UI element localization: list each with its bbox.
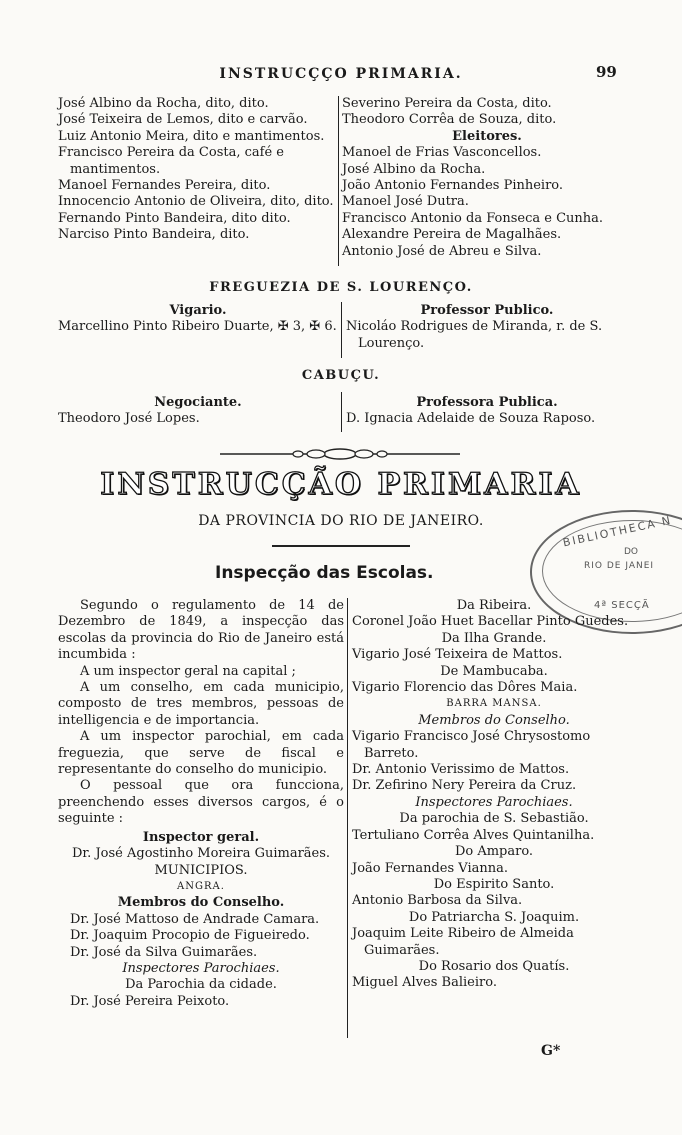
list-item: Antonio José de Abreu e Silva. [342,243,542,259]
stamp-text: 4ª SECÇÃ [594,600,650,611]
list-item: José Teixeira de Lemos, dito e carvão. [58,112,308,128]
inspector-geral-label: Inspector geral. [142,829,260,845]
list-item: Joaquim Leite Ribeiro de Almeida Guimarães. [352,926,574,958]
list-item: José Albino da Rocha, dito, dito. [58,96,269,111]
professor-block [346,303,628,352]
mambucaba-heading: De Mambucaba. [440,663,548,679]
paragraph: Segundo o regulamento de 14 de Dezembro de 1849, a inspecção das escolas da provincia do Rio de Janeiro está incumbida : [58,598,344,663]
list-item: José Albino da Rocha. [342,161,486,177]
column-divider [338,96,339,266]
negociante-block [58,395,338,428]
list-item: Severino Pereira da Costa, dito. [342,96,552,111]
stamp-text: RIO DE JANEI [584,561,655,571]
top-right-column [342,96,632,260]
list-item: Theodoro Corrêa de Souza, dito. [342,112,557,128]
list-item: Fernando Pinto Bandeira, dito dito. [58,210,291,226]
list-item: Coronel João Huet Bacellar Pinto Guedes. [352,614,629,630]
joaquim-heading: Do Patriarcha S. Joaquim. [408,909,580,925]
list-item: Dr. José Mattoso de Andrade Camara. [70,911,320,927]
list-item: Vigario Florencio das Dôres Maia. [352,680,578,696]
list-item: Francisco Antonio da Fonseca e Cunha. [342,210,604,226]
professor-name: Nicoláo Rodrigues de Miranda, r. de S. Lourenço. [346,319,603,351]
stamp-text: DO [624,547,639,557]
list-item: Dr. Joaquim Procopio de Figueiredo. [70,928,310,944]
angra-heading: ANGRA. [177,880,225,892]
professora-block [346,395,628,428]
inspector-geral-name: Dr. José Agostinho Moreira Guimarães. [71,846,331,862]
ilha-grande-heading: Da Ilha Grande. [441,630,547,646]
list-item: Manoel Fernandes Pereira, dito. [58,178,271,194]
list-item: Tertuliano Corrêa Alves Quintanilha. [352,827,595,843]
list-item: Vigario José Teixeira de Mattos. [352,647,563,663]
professora-name: D. Ignacia Adelaide de Souza Raposo. [346,411,596,427]
column-divider [341,392,342,432]
vigario-block [58,303,338,336]
professor-label: Professor Publico. [420,303,554,318]
membros-label: Membros do Conselho. [418,712,570,728]
column-divider [347,598,348,1038]
paragraph: O pessoal que ora funcciona, preenchendo esses diversos cargos, é o seguinte : [58,778,344,827]
membros-label: Membros do Conselho. [117,895,285,911]
list-item: Luiz Antonio Meira, dito e mantimentos. [58,128,325,144]
vigario-name: Marcellino Pinto Ribeiro Duarte, ✠ 3, ✠ 6. [58,319,337,335]
ribeira-heading: Da Ribeira. [456,598,532,613]
list-item: Dr. José Pereira Peixoto. [70,993,230,1009]
list-item: Dr. Antonio Verissimo de Mattos. [352,762,570,778]
list-item: Vigario Francisco José Chrysostomo Barreto. [352,729,591,761]
paragraph: A um inspector parochial, em cada freguezia, que serve de fiscal e representante do conselho do municipio. [58,729,344,778]
professora-label: Professora Publica. [416,395,558,410]
cabucu-heading: CABUÇU. [301,368,381,383]
vigario-label: Vigario. [169,303,227,318]
list-item: Narciso Pinto Bandeira, dito. [58,227,250,243]
list-item: Innocencio Antonio de Oliveira, dito, dito. [58,194,334,210]
amparo-heading: Do Amparo. [454,844,534,860]
list-item: João Fernandes Vianna. [352,860,508,876]
inspectores-label: Inspectores Parochiaes. [122,960,280,976]
subtitle: DA PROVINCIA DO RIO DE JANEIRO. [198,513,484,529]
parochia-heading: Da Parochia da cidade. [125,977,277,993]
stamp-text: BIBLIOTHECA N [561,513,674,550]
sebastiao-heading: Da parochia de S. Sebastião. [399,811,589,827]
signature-mark: G* [541,1043,561,1059]
barra-mansa-heading: BARRA MANSA. [446,698,542,710]
page-number: 99 [596,63,617,81]
paragraph: A um conselho, em cada municipio, composto de tres membros, pessoas de intelligencia e de importancia. [58,680,344,728]
ornament-divider [220,447,460,461]
eleitores-heading: Eleitores. [452,128,522,144]
quatis-heading: Do Rosario dos Quatís. [418,958,570,974]
municipios-heading: MUNICIPIOS. [154,862,248,878]
list-item: Francisco Pereira da Costa, café e mantimentos. [58,145,284,177]
list-item: Miguel Alves Balieiro. [352,975,497,991]
section-title: Inspecção das Escolas. [215,563,434,583]
main-title: INSTRUCÇÃO PRIMARIA [100,467,582,502]
paragraph: A um inspector geral na capital ; [80,663,296,679]
espirito-heading: Do Espirito Santo. [433,876,555,892]
list-item: Antonio Barbosa da Silva. [352,893,523,909]
running-title: INSTRUCÇÇO PRIMARIA. [219,66,463,82]
column-divider [341,302,342,358]
negociante-name: Theodoro José Lopes. [58,411,200,427]
title-rule [272,545,410,547]
list-item: João Antonio Fernandes Pinheiro. [342,178,564,194]
list-item: Dr. José da Silva Guimarães. [70,944,258,960]
negociante-label: Negociante. [154,395,242,410]
list-item: Manoel José Dutra. [342,194,469,210]
main-right-column [352,598,636,992]
list-item: Alexandre Pereira de Magalhães. [342,227,562,243]
list-item: Dr. Zefirino Nery Pereira da Cruz. [352,778,577,794]
main-left-column [58,598,344,1010]
top-left-column [58,96,336,244]
list-item: Manoel de Frias Vasconcellos. [342,145,542,161]
inspectores-label: Inspectores Parochiaes. [415,794,573,810]
freguezia-heading: FREGUEZIA DE S. LOURENÇO. [209,280,473,295]
